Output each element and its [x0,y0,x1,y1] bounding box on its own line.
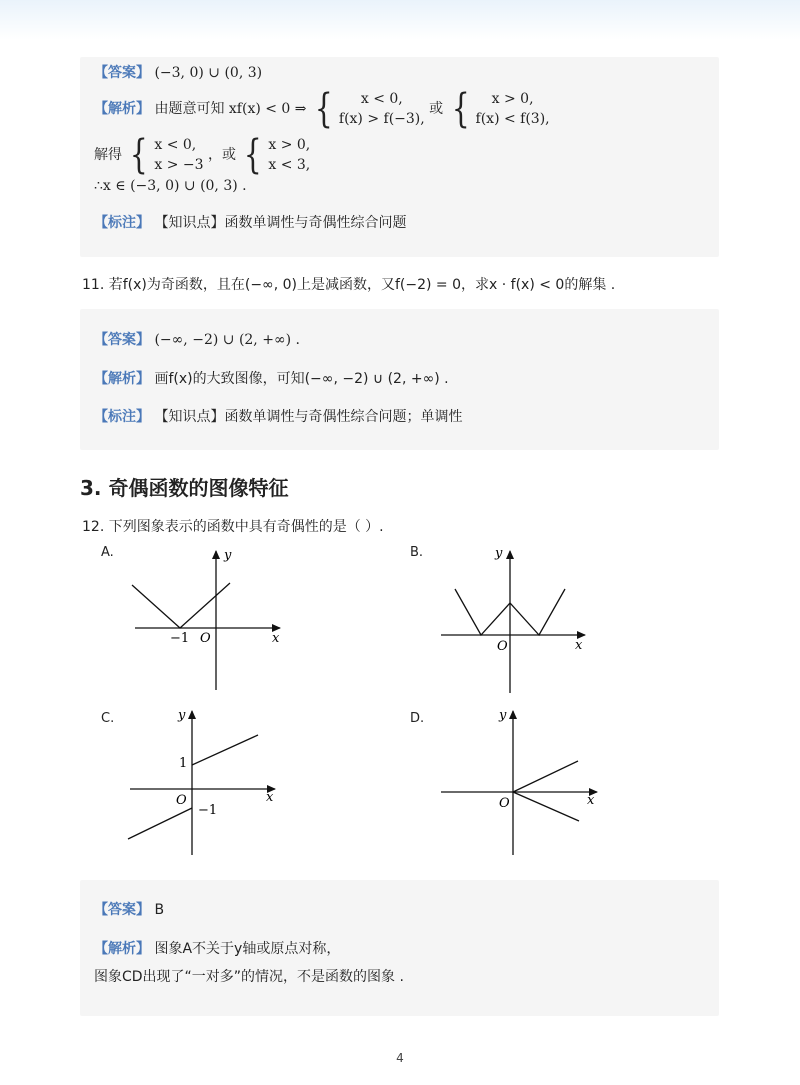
analysis-text: 图象A不关于y轴或原点对称， [154,941,341,957]
graph-d [435,705,605,860]
header-band [0,0,800,40]
answer-value: B [154,902,165,918]
origin-label: O [499,796,510,811]
analysis-line [94,86,550,133]
solve-line [94,132,311,179]
answer-value: (−3, 0) ∪ (0, 3) [154,65,263,81]
answer-box-11 [80,309,719,450]
analysis-line-2: 图象CD出现了“一对多”的情况，不是函数的图象 . [94,969,404,985]
y-axis-label: y [495,546,503,561]
case-row: x > 0, [491,91,534,107]
analysis-label: 【解析】 [94,371,150,387]
analysis-line [94,940,340,958]
case-row: f(x) > f(−3), [338,111,425,127]
origin-label: O [200,631,211,646]
answer-label: 【答案】 [94,332,150,348]
x-axis-label: x [266,790,274,805]
answer-label: 【答案】 [94,65,150,81]
note-text: 【知识点】函数单调性与奇偶性综合问题；单调性 [154,409,463,425]
analysis-text: 画f(x)的大致图像，可知(−∞, −2) ∪ (2, +∞) . [154,371,449,387]
graph-c [120,705,290,860]
left-brace: { [451,86,470,132]
conclusion-line: ∴x ∈ (−3, 0) ∪ (0, 3) . [94,178,247,194]
case-row: x < 0, [154,137,197,153]
answer-box-12 [80,880,719,1016]
upper-segment [192,735,258,765]
case-system-4 [268,135,310,175]
answer-box-10 [80,57,719,257]
option-b-label: B. [410,545,424,560]
x-axis-label: x [272,631,280,646]
answer-value: (−∞, −2) ∪ (2, +∞) . [154,332,300,348]
note-line [94,214,406,232]
origin-label: O [176,793,187,808]
graph-a [120,545,300,695]
case-row: x < 3, [268,157,311,173]
lower-ray [513,792,579,821]
left-brace: { [130,132,149,178]
note-line [94,408,462,426]
lower-segment [128,808,192,839]
tick-label: −1 [198,803,218,818]
section-title: 3. 奇偶函数的图像特征 [80,476,289,500]
graph-b [435,545,595,695]
case-row: f(x) < f(3), [475,111,550,127]
analysis-label: 【解析】 [94,101,150,117]
option-a-label: A. [101,545,114,560]
answer-line [94,901,164,919]
note-label: 【标注】 [94,409,150,425]
function-graph [132,583,230,628]
note-text: 【知识点】函数单调性与奇偶性综合问题 [154,215,407,231]
case-system-1 [339,89,425,129]
x-axis-label: x [587,793,595,808]
tick-label: 1 [179,756,188,771]
analysis-expr: xf(x) < 0 ⇒ [228,101,307,117]
case-system-2 [476,89,550,129]
answer-line [94,64,262,82]
analysis-prefix: 由题意可知 [154,101,225,117]
solve-prefix: 解得 [94,147,122,163]
tick-label: −1 [170,631,190,646]
left-brace: { [244,132,263,178]
y-axis-label: y [499,708,507,723]
page-number: 4 [396,1051,404,1065]
y-axis-label: y [178,708,186,723]
or-text: ，或 [207,147,236,163]
case-row: x < 0, [360,91,403,107]
question-11: 11. 若f(x)为奇函数，且在(−∞, 0)上是减函数，又f(−2) = 0，求x · f(x) < 0的解集 . [82,277,616,293]
question-12: 12. 下列图象表示的函数中具有奇偶性的是（ ）. [82,519,384,535]
upper-ray [513,761,578,792]
x-axis-label: x [575,638,583,653]
origin-label: O [497,639,508,654]
left-brace: { [314,86,333,132]
note-label: 【标注】 [94,215,150,231]
option-c-label: C. [101,711,115,726]
option-d-label: D. [410,711,425,726]
case-row: x > 0, [268,137,311,153]
case-system-3 [154,135,203,175]
y-axis-label: y [224,548,232,563]
answer-line [94,331,300,349]
or-text: 或 [429,101,444,117]
analysis-label: 【解析】 [94,941,150,957]
case-row: x > −3 [154,157,204,173]
analysis-line [94,370,449,388]
answer-label: 【答案】 [94,902,150,918]
